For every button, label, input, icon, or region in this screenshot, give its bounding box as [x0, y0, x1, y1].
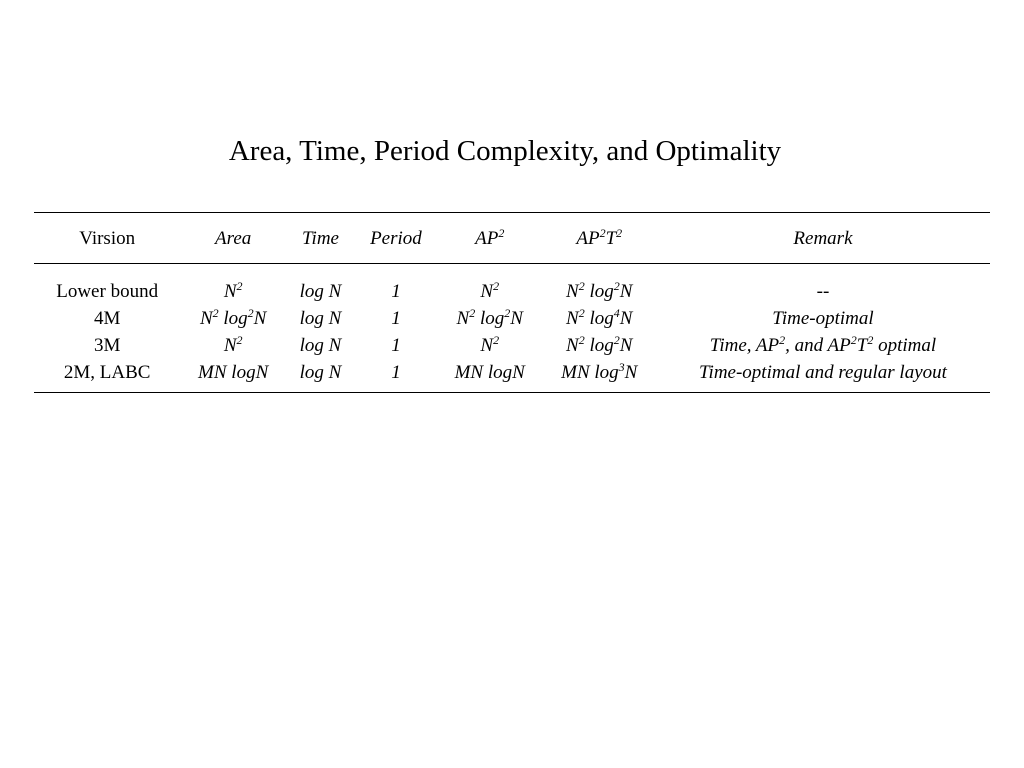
- text-run: Period: [370, 227, 422, 249]
- superscript: 2: [578, 333, 585, 347]
- cell-time: [286, 359, 355, 393]
- cell-ap2: [437, 332, 543, 359]
- header-row: [34, 213, 990, 264]
- text-run: MN log: [561, 362, 619, 383]
- superscript: 2: [493, 333, 500, 347]
- cell-version: [34, 305, 180, 332]
- text-run: T: [856, 335, 868, 356]
- table-row: [34, 359, 990, 393]
- text-run: 3M: [93, 335, 121, 356]
- text-run: log: [584, 281, 614, 302]
- superscript: 2: [498, 225, 505, 240]
- text-run: --: [816, 281, 830, 302]
- column-header-ap2t2: [543, 213, 656, 264]
- superscript: 2: [469, 306, 476, 320]
- text-run: log: [584, 308, 614, 329]
- cell-area: [180, 305, 286, 332]
- text-run: Time: [302, 227, 339, 249]
- superscript: 4: [613, 306, 620, 320]
- text-run: Time, AP: [709, 335, 780, 356]
- superscript: 2: [212, 306, 219, 320]
- cell-period: [355, 332, 437, 359]
- text-run: log N: [299, 308, 342, 329]
- superscript: 2: [867, 333, 874, 347]
- text-run: Time-optimal: [772, 308, 874, 329]
- cell-ap2t2: [543, 359, 656, 393]
- text-run: N: [456, 308, 470, 329]
- text-run: log: [584, 335, 614, 356]
- text-run: N: [566, 281, 579, 302]
- text-run: 4M: [93, 308, 121, 329]
- cell-area: [180, 264, 286, 306]
- text-run: AP: [576, 227, 600, 249]
- text-run: MN logN: [454, 362, 525, 383]
- column-header-time: [286, 213, 355, 264]
- cell-ap2: [437, 305, 543, 332]
- text-run: log: [475, 308, 505, 329]
- text-run: Virsion: [79, 227, 136, 249]
- superscript: 2: [616, 225, 623, 240]
- superscript: 2: [850, 333, 857, 347]
- superscript: 3: [618, 360, 625, 374]
- text-run: N: [480, 335, 494, 356]
- superscript: 2: [613, 279, 620, 293]
- text-run: N: [510, 308, 523, 329]
- cell-ap2: [437, 264, 543, 306]
- cell-period: [355, 264, 437, 306]
- cell-remark: [656, 264, 990, 306]
- text-run: AP: [475, 227, 499, 249]
- text-run: Lower bound: [56, 281, 159, 302]
- text-run: N: [619, 308, 633, 329]
- superscript: 2: [578, 306, 585, 320]
- cell-time: [286, 332, 355, 359]
- text-run: N: [480, 281, 494, 302]
- cell-area: [180, 332, 286, 359]
- text-run: N: [223, 335, 237, 356]
- text-run: Area: [215, 227, 252, 249]
- text-run: MN logN: [198, 362, 269, 383]
- superscript: 2: [504, 306, 511, 320]
- text-run: Time-optimal and regular layout: [699, 362, 947, 383]
- cell-period: [355, 305, 437, 332]
- cell-remark: [656, 332, 990, 359]
- superscript: 2: [613, 333, 620, 347]
- text-run: log N: [299, 335, 342, 356]
- table-row: [34, 264, 990, 306]
- cell-version: [34, 264, 180, 306]
- superscript: 2: [247, 306, 254, 320]
- text-run: 1: [391, 335, 401, 356]
- superscript: 2: [236, 279, 243, 293]
- text-run: N: [619, 335, 633, 356]
- table-row: [34, 305, 990, 332]
- cell-period: [355, 359, 437, 393]
- cell-time: [286, 264, 355, 306]
- cell-ap2t2: [543, 332, 656, 359]
- text-run: N: [199, 308, 213, 329]
- text-run: 1: [391, 281, 401, 302]
- table-row: [34, 332, 990, 359]
- superscript: 2: [779, 333, 786, 347]
- cell-ap2t2: [543, 264, 656, 306]
- cell-ap2t2: [543, 305, 656, 332]
- column-header-remark: [656, 213, 990, 264]
- column-header-ap2: [437, 213, 543, 264]
- column-header-period: [355, 213, 437, 264]
- cell-version: [34, 359, 180, 393]
- superscript: 2: [493, 279, 500, 293]
- table-header: [34, 213, 990, 264]
- text-run: log: [218, 308, 248, 329]
- text-run: T: [605, 227, 617, 249]
- superscript: 2: [578, 279, 585, 293]
- cell-time: [286, 305, 355, 332]
- cell-remark: [656, 305, 990, 332]
- cell-ap2: [437, 359, 543, 393]
- complexity-table: [34, 212, 990, 393]
- text-run: N: [223, 281, 237, 302]
- text-run: 1: [391, 308, 401, 329]
- text-run: N: [566, 308, 579, 329]
- cell-area: [180, 359, 286, 393]
- text-run: N: [624, 362, 638, 383]
- table-body: [34, 264, 990, 393]
- text-run: optimal: [873, 335, 937, 356]
- text-run: log N: [299, 281, 342, 302]
- text-run: 1: [391, 362, 401, 383]
- text-run: N: [253, 308, 267, 329]
- text-run: N: [566, 335, 579, 356]
- text-run: N: [619, 281, 633, 302]
- cell-remark: [656, 359, 990, 393]
- text-run: 2M, LABC: [63, 362, 151, 383]
- column-header-version: [34, 213, 180, 264]
- cell-version: [34, 332, 180, 359]
- superscript: 2: [599, 225, 606, 240]
- slide-title: Area, Time, Period Complexity, and Optimality: [228, 135, 782, 167]
- text-run: Remark: [793, 227, 853, 249]
- column-header-area: [180, 213, 286, 264]
- superscript: 2: [236, 333, 243, 347]
- text-run: log N: [299, 362, 342, 383]
- text-run: , and AP: [785, 335, 851, 356]
